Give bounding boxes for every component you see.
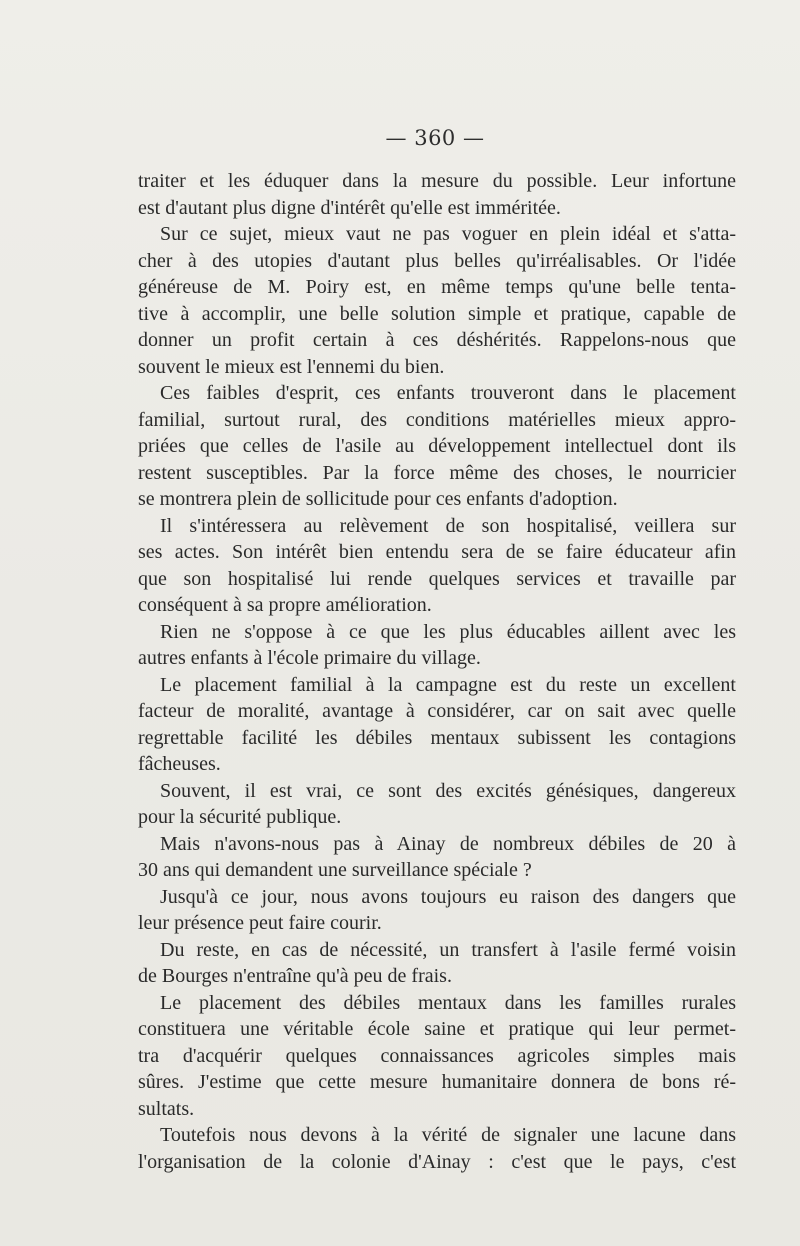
text-line: conséquent à sa propre amélioration.: [138, 594, 432, 616]
text-line: 30 ans qui demandent une surveillance spéciale ?: [138, 859, 532, 881]
paragraph: [138, 884, 736, 937]
text-line: sultats.: [138, 1097, 195, 1120]
paragraph: [138, 221, 736, 380]
text-line: de Bourges n'entraîne qu'à peu de frais.: [138, 965, 452, 987]
text-line: Le placement des débiles mentaux dans les familles rurales: [160, 991, 736, 1014]
paragraph: [138, 672, 736, 778]
text-line: se montrera plein de sollicitude pour ces enfants d'adoption.: [138, 488, 618, 510]
text-line: donner un profit certain à ces déshérités. Rappelons-nous que: [138, 329, 736, 351]
text-line: facteur de moralité, avantage à considérer, car on sait avec quelle: [138, 700, 736, 722]
page-number: — 360 —: [385, 126, 485, 150]
paragraph: [138, 619, 736, 672]
text-line: regrettable facilité les débiles mentaux subissent les contagions: [138, 726, 736, 749]
text-line: constituera une véritable école saine et pratique qui leur permet-: [138, 1018, 736, 1040]
text-line: fâcheuses.: [138, 753, 221, 775]
text-line: Du reste, en cas de nécessité, un transfert à l'asile fermé voisin: [160, 938, 736, 961]
text-line: généreuse de M. Poiry est, en même temps qu'une belle tenta-: [138, 276, 736, 298]
text-line: cher à des utopies d'autant plus belles qu'irréalisables. Or l'idée: [138, 249, 736, 272]
text-line: ses actes. Son intérêt bien entendu sera de se faire éducateur afin: [138, 541, 736, 563]
paragraph: [138, 937, 736, 990]
text-line: Jusqu'à ce jour, nous avons toujours eu raison des dangers que: [160, 885, 736, 908]
text-line: Il s'intéressera au relèvement de son hospitalisé, veillera sur: [160, 514, 736, 537]
text-line: tive à accomplir, une belle solution simple et pratique, capable de: [138, 302, 736, 325]
text-line: priées que celles de l'asile au développement intellectuel dont ils: [138, 435, 736, 457]
text-line: souvent le mieux est l'ennemi du bien.: [138, 355, 445, 378]
text-line: restent susceptibles. Par la force même des choses, le nourricier: [138, 461, 736, 484]
text-line: tra d'acquérir quelques connaissances agricoles simples mais: [138, 1044, 736, 1067]
text-line: Ces faibles d'esprit, ces enfants trouveront dans le placement: [160, 382, 736, 404]
text-line: Sur ce sujet, mieux vaut ne pas voguer en plein idéal et s'atta-: [160, 223, 736, 245]
paragraph: [138, 990, 736, 1123]
body-text: [138, 168, 736, 1175]
text-line: que son hospitalisé lui rende quelques services et travaille par: [138, 567, 736, 590]
paragraph: [138, 831, 736, 884]
paragraph: [138, 380, 736, 513]
paragraph: [138, 778, 736, 831]
text-line: autres enfants à l'école primaire du village.: [138, 647, 481, 669]
text-line: Souvent, il est vrai, ce sont des excités génésiques, dangereux: [160, 779, 736, 802]
text-line: Le placement familial à la campagne est du reste un excellent: [160, 673, 736, 696]
paragraph: [138, 1122, 736, 1175]
text-line: leur présence peut faire courir.: [138, 912, 382, 934]
text-line: est d'autant plus digne d'intérêt qu'elle est imméritée.: [138, 196, 561, 219]
paragraph: [138, 513, 736, 619]
text-line: pour la sécurité publique.: [138, 806, 342, 828]
text-line: sûres. J'estime que cette mesure humanitaire donnera de bons ré-: [138, 1071, 736, 1093]
text-line: Toutefois nous devons à la vérité de signaler une lacune dans: [160, 1124, 736, 1146]
text-line: Rien ne s'oppose à ce que les plus éducables aillent avec les: [160, 620, 736, 643]
paragraph: [138, 168, 736, 221]
text-line: familial, surtout rural, des conditions matérielles mieux appro-: [138, 408, 736, 431]
text-line: Mais n'avons-nous pas à Ainay de nombreux débiles de 20 à: [160, 832, 736, 855]
text-line: l'organisation de la colonie d'Ainay : c'est que le pays, c'est: [138, 1150, 736, 1173]
text-line: traiter et les éduquer dans la mesure du possible. Leur infortune: [138, 170, 736, 192]
